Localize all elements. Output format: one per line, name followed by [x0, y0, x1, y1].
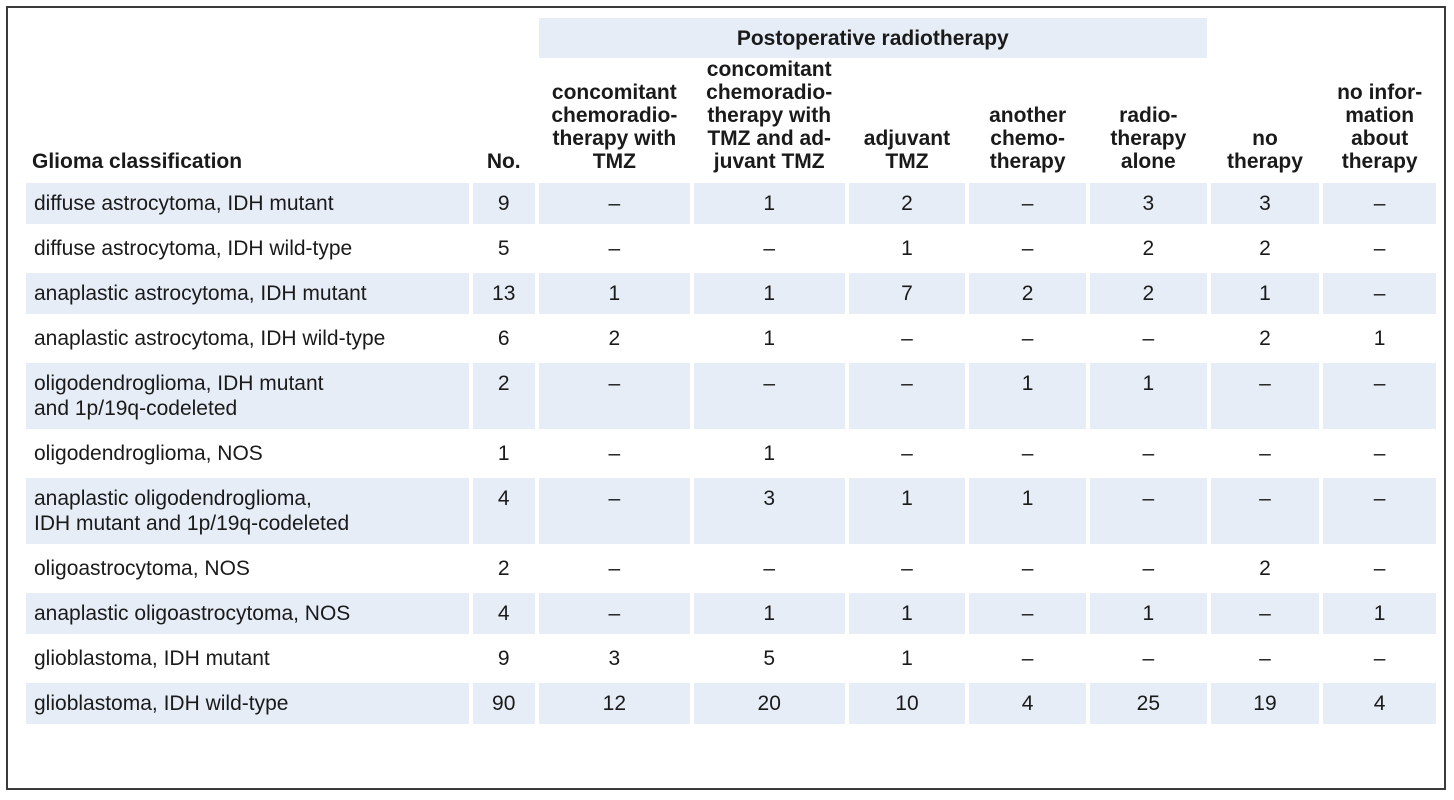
therapy-c2-cell: 3 — [694, 474, 845, 544]
therapy-c3-cell: – — [849, 314, 966, 359]
blank-header-cell — [26, 18, 469, 58]
glioma-classification-cell: anaplastic astrocytoma, IDH mutant — [26, 269, 469, 314]
therapy-c6-cell: 1 — [1211, 269, 1320, 314]
therapy-c1-cell: 3 — [539, 634, 690, 679]
header-concomitant-chemoradiotherapy-adjuvant: concomitant chemoradio- therapy with TMZ and ad- juvant TMZ — [706, 58, 833, 173]
therapy-c5-cell: – — [1090, 634, 1207, 679]
therapy-c5-cell: 1 — [1090, 359, 1207, 429]
therapy-c1-cell: 12 — [539, 679, 690, 724]
therapy-c3-cell: 1 — [849, 224, 966, 269]
therapy-c4-cell: – — [969, 179, 1086, 224]
header-another-chemotherapy: another chemo- therapy — [989, 104, 1067, 173]
therapy-c6-cell: – — [1211, 474, 1320, 544]
therapy-c2-cell: 1 — [694, 269, 845, 314]
table-row — [26, 314, 1436, 359]
header-no-therapy: no therapy — [1227, 127, 1303, 173]
therapy-c5-cell: 3 — [1090, 179, 1207, 224]
count-cell: 2 — [473, 544, 535, 589]
therapy-c3-cell: – — [849, 359, 966, 429]
therapy-c7-cell: – — [1323, 359, 1436, 429]
table-row — [26, 359, 1436, 429]
glioma-classification-cell: anaplastic oligoastrocytoma, NOS — [26, 589, 469, 634]
therapy-c5-cell: – — [1090, 474, 1207, 544]
therapy-c6-cell: 3 — [1211, 179, 1320, 224]
therapy-c6-cell: – — [1211, 359, 1320, 429]
therapy-c7-cell: – — [1323, 474, 1436, 544]
therapy-c4-cell: – — [969, 589, 1086, 634]
therapy-c2-cell: – — [694, 224, 845, 269]
therapy-c7-cell: – — [1323, 179, 1436, 224]
count-cell: 6 — [473, 314, 535, 359]
group-header-row — [26, 18, 1436, 58]
therapy-c5-cell: 1 — [1090, 589, 1207, 634]
table-row — [26, 544, 1436, 589]
therapy-c1-cell: – — [539, 474, 690, 544]
therapy-c5-cell: 2 — [1090, 224, 1207, 269]
therapy-c1-cell: 1 — [539, 269, 690, 314]
therapy-c4-cell: 1 — [969, 474, 1086, 544]
glioma-classification-cell: oligodendroglioma, NOS — [26, 429, 469, 474]
therapy-c3-cell: 2 — [849, 179, 966, 224]
therapy-c3-cell: 1 — [849, 634, 966, 679]
postoperative-radiotherapy-header: Postoperative radiotherapy — [539, 18, 1207, 58]
therapy-c7-cell: – — [1323, 544, 1436, 589]
therapy-c1-cell: 2 — [539, 314, 690, 359]
therapy-c2-cell: 1 — [694, 314, 845, 359]
table-frame — [6, 6, 1446, 790]
therapy-c1-cell: – — [539, 589, 690, 634]
table-row — [26, 679, 1436, 724]
therapy-c4-cell: – — [969, 544, 1086, 589]
therapy-c2-cell: 20 — [694, 679, 845, 724]
therapy-c3-cell: – — [849, 544, 966, 589]
table-row — [26, 224, 1436, 269]
therapy-c3-cell: 1 — [849, 589, 966, 634]
therapy-c6-cell: – — [1211, 429, 1320, 474]
therapy-c7-cell: – — [1323, 269, 1436, 314]
therapy-c7-cell: – — [1323, 634, 1436, 679]
therapy-c4-cell: – — [969, 314, 1086, 359]
therapy-c3-cell: – — [849, 429, 966, 474]
blank-header-cell — [1211, 18, 1320, 58]
therapy-c7-cell: 4 — [1323, 679, 1436, 724]
header-glioma-classification: Glioma classification — [32, 150, 243, 173]
therapy-c6-cell: – — [1211, 634, 1320, 679]
therapy-c7-cell: 1 — [1323, 589, 1436, 634]
therapy-c4-cell: 4 — [969, 679, 1086, 724]
therapy-c7-cell: – — [1323, 429, 1436, 474]
table-row — [26, 179, 1436, 224]
count-cell: 9 — [473, 634, 535, 679]
therapy-c1-cell: – — [539, 359, 690, 429]
therapy-c2-cell: – — [694, 359, 845, 429]
therapy-c1-cell: – — [539, 429, 690, 474]
therapy-c4-cell: 2 — [969, 269, 1086, 314]
therapy-c3-cell: 10 — [849, 679, 966, 724]
therapy-c2-cell: 1 — [694, 429, 845, 474]
table-row — [26, 474, 1436, 544]
therapy-c1-cell: – — [539, 224, 690, 269]
table-row — [26, 589, 1436, 634]
therapy-c4-cell: – — [969, 224, 1086, 269]
count-cell: 9 — [473, 179, 535, 224]
therapy-c5-cell: – — [1090, 429, 1207, 474]
therapy-c6-cell: 2 — [1211, 224, 1320, 269]
count-cell: 4 — [473, 474, 535, 544]
therapy-c1-cell: – — [539, 179, 690, 224]
table-row — [26, 269, 1436, 314]
header-concomitant-chemoradiotherapy: concomitant chemoradio- therapy with TMZ — [551, 81, 678, 173]
therapy-c2-cell: – — [694, 544, 845, 589]
column-header-row — [26, 58, 1436, 179]
header-no-information: no infor- mation about therapy — [1337, 81, 1423, 173]
table-body — [26, 179, 1436, 724]
therapy-c5-cell: 25 — [1090, 679, 1207, 724]
therapy-c6-cell: 19 — [1211, 679, 1320, 724]
therapy-c6-cell: 2 — [1211, 544, 1320, 589]
glioma-classification-cell: diffuse astrocytoma, IDH mutant — [26, 179, 469, 224]
therapy-c5-cell: 2 — [1090, 269, 1207, 314]
glioma-classification-cell: anaplastic astrocytoma, IDH wild-type — [26, 314, 469, 359]
table-row — [26, 634, 1436, 679]
therapy-c3-cell: 7 — [849, 269, 966, 314]
glioma-classification-cell: glioblastoma, IDH mutant — [26, 634, 469, 679]
count-cell: 5 — [473, 224, 535, 269]
therapy-c4-cell: – — [969, 634, 1086, 679]
therapy-c4-cell: – — [969, 429, 1086, 474]
glioma-classification-cell: glioblastoma, IDH wild-type — [26, 679, 469, 724]
glioma-therapy-table — [22, 18, 1440, 724]
count-cell: 2 — [473, 359, 535, 429]
glioma-classification-cell: oligoastrocytoma, NOS — [26, 544, 469, 589]
therapy-c7-cell: 1 — [1323, 314, 1436, 359]
therapy-c5-cell: – — [1090, 314, 1207, 359]
glioma-classification-cell: anaplastic oligodendroglioma, IDH mutant and 1p/19q-codeleted — [26, 474, 469, 544]
count-cell: 1 — [473, 429, 535, 474]
blank-header-cell — [473, 18, 535, 58]
therapy-c3-cell: 1 — [849, 474, 966, 544]
count-cell: 90 — [473, 679, 535, 724]
glioma-classification-cell: oligodendroglioma, IDH mutant and 1p/19q-codeleted — [26, 359, 469, 429]
therapy-c2-cell: 5 — [694, 634, 845, 679]
therapy-c6-cell: – — [1211, 589, 1320, 634]
count-cell: 4 — [473, 589, 535, 634]
header-no: No. — [486, 150, 521, 173]
table-row — [26, 429, 1436, 474]
therapy-c4-cell: 1 — [969, 359, 1086, 429]
count-cell: 13 — [473, 269, 535, 314]
header-radiotherapy-alone: radio- therapy alone — [1110, 104, 1187, 173]
therapy-c2-cell: 1 — [694, 179, 845, 224]
blank-header-cell — [1323, 18, 1436, 58]
therapy-c1-cell: – — [539, 544, 690, 589]
therapy-c6-cell: 2 — [1211, 314, 1320, 359]
therapy-c5-cell: – — [1090, 544, 1207, 589]
glioma-classification-cell: diffuse astrocytoma, IDH wild-type — [26, 224, 469, 269]
therapy-c2-cell: 1 — [694, 589, 845, 634]
therapy-c7-cell: – — [1323, 224, 1436, 269]
header-adjuvant-tmz: adjuvant TMZ — [863, 127, 951, 173]
